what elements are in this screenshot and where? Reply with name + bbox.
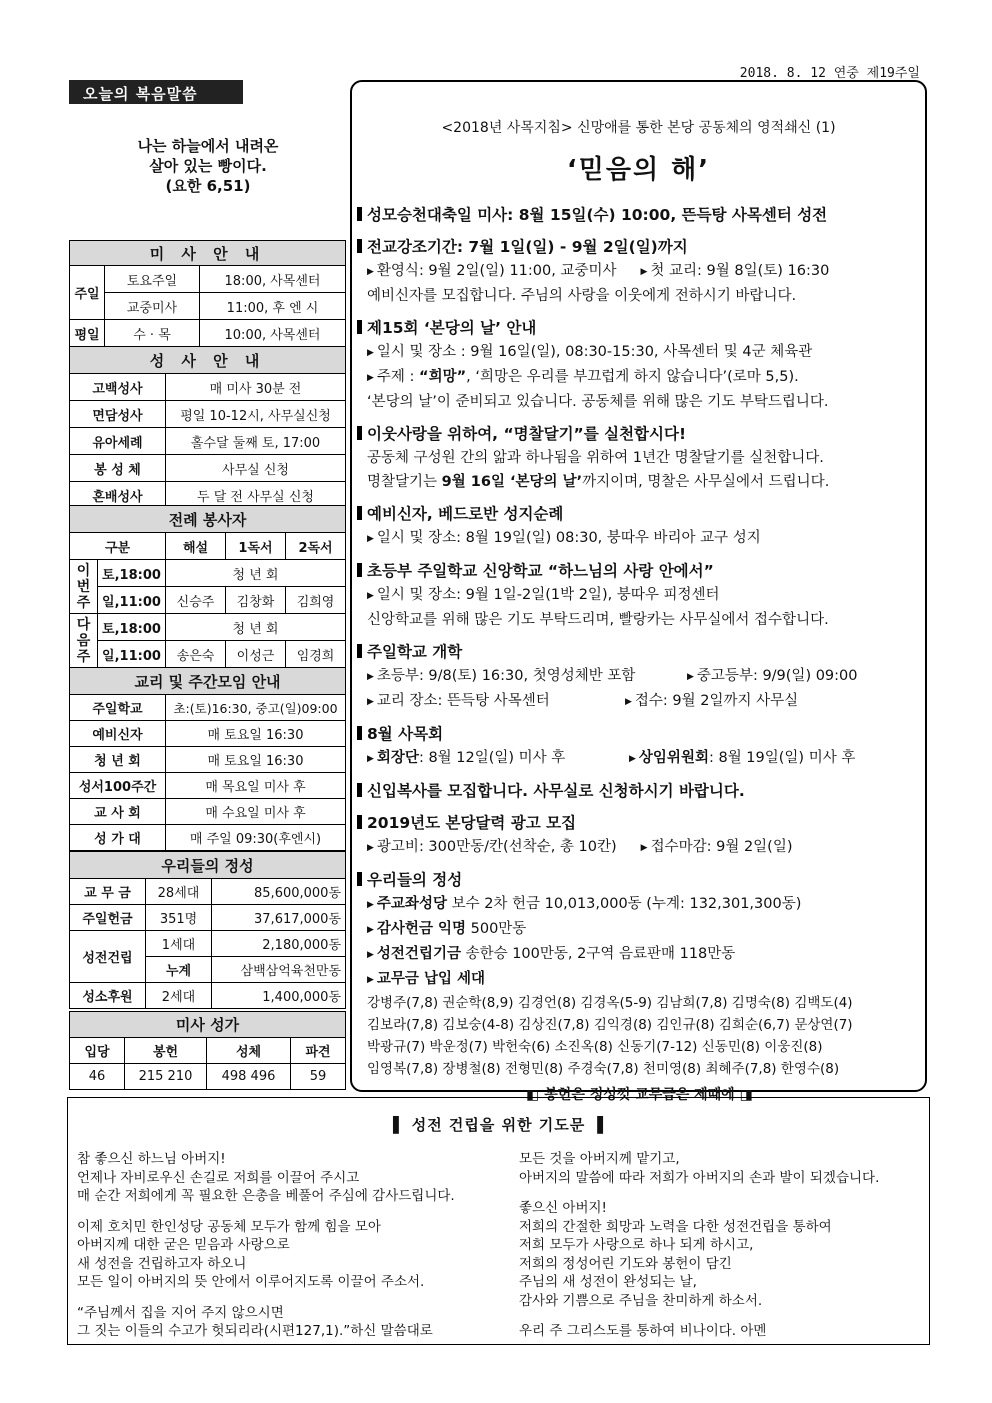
detail-text: 일시 및 장소 : 9월 16일(일), 08:30-15:30, 사목센터 및 4군 체육관 bbox=[376, 344, 813, 360]
detail-text: 교리 장소: 뜬득탕 사목센터 bbox=[376, 693, 550, 709]
mass-time: 10:00, 사목센터 bbox=[200, 320, 346, 347]
detail-text: ‘본당의 날’이 준비되고 있습니다. 공동체를 위해 많은 기도 부탁드립니다. bbox=[367, 394, 829, 410]
sacrament-name: 유아세례 bbox=[70, 428, 166, 455]
detail-text: 송한승 100만동, 2구역 음료판매 118만동 bbox=[460, 946, 736, 962]
emphasis-text: 9월 16일 ‘본당의 날’ bbox=[441, 474, 583, 490]
hymn-number: 59 bbox=[291, 1064, 346, 1090]
bullet-square-icon bbox=[357, 815, 362, 829]
bullet-square-icon bbox=[357, 563, 362, 577]
emphasis-text: 감사헌금 익명 bbox=[376, 921, 467, 937]
notice-items bbox=[357, 203, 922, 1106]
mass-name: 교중미사 bbox=[105, 293, 200, 320]
section-heading: 제15회 ‘본당의 날’ 안내 bbox=[367, 319, 537, 337]
triangle-bullet-icon: ▶ bbox=[367, 672, 374, 682]
hymn-header: 성체 bbox=[207, 1038, 291, 1064]
hymn-number: 498 496 bbox=[207, 1064, 291, 1090]
offering-count: 28세대 bbox=[146, 879, 212, 905]
meeting-value: 매 토요일 16:30 bbox=[166, 721, 346, 747]
hymns-title: 미사 성가 bbox=[70, 1012, 346, 1038]
server-name: 김창화 bbox=[226, 587, 286, 614]
detail-text: 일시 및 장소: 8월 19일(일) 08:30, 붕따우 바리아 교구 성지 bbox=[376, 530, 761, 546]
sacrament-name: 봉 성 체 bbox=[70, 455, 166, 482]
section-heading: 신입복사를 모집합니다. 사무실로 신청하시기 바랍니다. bbox=[367, 782, 745, 800]
detail-text: 일시 및 장소: 9월 1일-2일(1박 2일), 붕따우 피정센터 bbox=[376, 587, 720, 603]
bullet-square-icon bbox=[357, 207, 362, 221]
section-heading: 성모승천대축일 미사: 8월 15일(수) 10:00, 뜬득탕 사목센터 성전 bbox=[367, 206, 828, 224]
meeting-name: 성 가 대 bbox=[70, 825, 166, 851]
meeting-name: 교 사 회 bbox=[70, 799, 166, 825]
server-name: 김희영 bbox=[286, 587, 346, 614]
prayer-line: 모든 것을 아버지께 맡기고, bbox=[519, 1151, 680, 1167]
mass-guide-title: 미 사 안 내 bbox=[70, 241, 346, 266]
donor-names: 박광규(7) 박운정(7) 박헌숙(6) 소진옥(8) 신동기(7-12) 신동민(8) 이웅진(8) bbox=[367, 1039, 823, 1055]
detail-text: 신앙학교를 위해 많은 기도 부탁드리며, 빨랑카는 사무실에서 접수합니다. bbox=[367, 612, 829, 628]
hymn-number: 46 bbox=[70, 1064, 125, 1090]
section-heading: 2019년도 본당달력 광고 모집 bbox=[367, 814, 577, 832]
servers-time: 토,18:00 bbox=[98, 614, 166, 641]
detail-text: 500만동 bbox=[466, 921, 527, 937]
liturgy-servers-table bbox=[69, 505, 346, 668]
notice-sunday-school bbox=[357, 640, 922, 714]
notice-title: ‘믿음의 해’ bbox=[566, 155, 711, 185]
bullet-square-icon bbox=[357, 239, 362, 253]
meeting-value: 매 목요일 미사 후 bbox=[166, 773, 346, 799]
notice-pilgrimage bbox=[357, 502, 922, 551]
servers-time: 일,11:00 bbox=[98, 587, 166, 614]
pastoral-policy: <2018년 사목지침> 신망애를 통한 본당 공동체의 영적쇄신 (1) bbox=[441, 120, 836, 136]
detail-text: 명찰달기는 bbox=[367, 474, 442, 490]
triangle-bullet-icon: ▶ bbox=[367, 925, 374, 935]
prayer-line: 참 좋으신 하느님 아버지! bbox=[77, 1151, 226, 1167]
triangle-bullet-icon: ▶ bbox=[625, 697, 632, 707]
weekly-meetings-title: 교리 및 주간모임 안내 bbox=[70, 668, 346, 695]
prayer-right-column bbox=[519, 1150, 879, 1341]
gospel-reference: (요한 6,51) bbox=[165, 177, 251, 195]
offering-amount: 1,400,000동 bbox=[212, 983, 346, 1009]
bullet-square-icon bbox=[357, 644, 362, 658]
sacrament-value: 홀수달 둘째 토, 17:00 bbox=[166, 428, 346, 455]
detail-text: 공동체 구성원 간의 앎과 하나됨을 위하여 1년간 명찰달기를 실천합니다. bbox=[367, 450, 824, 466]
offering-count: 351명 bbox=[146, 905, 212, 931]
offering-motto: ◧ 봉헌은 정성껏 교무금은 제때에 ◨ bbox=[526, 1087, 753, 1103]
servers-time: 일,11:00 bbox=[98, 641, 166, 668]
emphasis-text: 주교좌성당 bbox=[376, 896, 447, 912]
server-name: 임경희 bbox=[286, 641, 346, 668]
notice-evangelization bbox=[357, 235, 922, 308]
detail-text: 까지이며, 명찰은 사무실에서 드립니다. bbox=[582, 474, 830, 490]
offering-amount: 37,617,000동 bbox=[212, 905, 346, 931]
notice-assumption bbox=[357, 203, 922, 227]
theme-text: “희망” bbox=[419, 369, 467, 385]
gospel-line: 살아 있는 빵이다. bbox=[149, 157, 267, 175]
bullet-square-icon bbox=[357, 320, 362, 334]
sacrament-value: 매 미사 30분 전 bbox=[166, 374, 346, 401]
bullet-square-icon bbox=[357, 426, 362, 440]
section-heading: 우리들의 정성 bbox=[367, 871, 463, 889]
sunday-label: 주일 bbox=[70, 266, 105, 320]
triangle-bullet-icon: ▶ bbox=[629, 754, 636, 764]
prayer-line: 새 성전을 건립하고자 하오니 bbox=[77, 1255, 247, 1272]
prayer-line: 저희의 정성어린 기도와 봉헌이 담긴 bbox=[519, 1255, 732, 1272]
offerings-table bbox=[69, 851, 346, 1009]
emphasis-text: 상임위원회 bbox=[638, 750, 709, 766]
prayer-box bbox=[67, 1097, 930, 1345]
prayer-line: 우리 주 그리스도를 통하여 비나이다. 아멘 bbox=[519, 1323, 767, 1339]
meeting-value: 매 수요일 미사 후 bbox=[166, 799, 346, 825]
offering-amount: 85,600,000동 bbox=[212, 879, 346, 905]
mass-time: 18:00, 사목센터 bbox=[200, 266, 346, 293]
detail-text: : 8월 12일(일) 미사 후 bbox=[418, 750, 566, 766]
mass-sacrament-table bbox=[69, 240, 346, 509]
triangle-bullet-icon: ▶ bbox=[367, 843, 374, 853]
prayer-title: ▌ 성전 건립을 위한 기도문 ▐ bbox=[392, 1116, 605, 1134]
notice-offerings bbox=[357, 868, 922, 1106]
weekday-label: 평일 bbox=[70, 320, 105, 347]
server-name: 이성근 bbox=[226, 641, 286, 668]
triangle-bullet-icon: ▶ bbox=[367, 534, 374, 544]
sacrament-value: 평일 10-12시, 사무실신청 bbox=[166, 401, 346, 428]
sacrament-guide-title: 성 사 안 내 bbox=[70, 347, 346, 374]
notice-faith-school bbox=[357, 559, 922, 632]
prayer-line: 모든 일이 아버지의 뜻 안에서 이루어지도록 이끌어 주소서. bbox=[77, 1274, 425, 1290]
triangle-bullet-icon: ▶ bbox=[367, 697, 374, 707]
sacrament-name: 고백성사 bbox=[70, 374, 166, 401]
hymn-number: 215 210 bbox=[125, 1064, 207, 1090]
donor-names: 김보라(7,8) 김보숭(4-8) 김상진(7,8) 김익경(8) 김인규(8) 김희순(6,7) 문상연(7) bbox=[367, 1017, 853, 1033]
prayer-line: 주님의 새 성전이 완성되는 날, bbox=[519, 1274, 697, 1290]
section-heading: 예비신자, 베드로반 성지순례 bbox=[367, 505, 564, 523]
offering-name: 성전건립 bbox=[70, 931, 146, 983]
emphasis-text: 회장단 bbox=[376, 750, 419, 766]
bullet-square-icon bbox=[357, 872, 362, 886]
detail-text: 중고등부: 9/9(일) 09:00 bbox=[696, 668, 858, 684]
offering-name: 교 무 금 bbox=[70, 879, 146, 905]
offerings-title: 우리들의 정성 bbox=[70, 852, 346, 879]
prayer-line: 아버지께 대한 굳은 믿음과 사랑으로 bbox=[77, 1237, 290, 1253]
hymns-table bbox=[69, 1011, 346, 1090]
prayer-line: 감사와 기쁨으로 주님을 찬미하게 하소서. bbox=[519, 1292, 763, 1309]
server-name: 신승주 bbox=[166, 587, 226, 614]
servers-header: 구분 bbox=[70, 533, 166, 560]
detail-text: 첫 교리: 9월 8일(토) 16:30 bbox=[650, 263, 830, 279]
notice-pastoral-council bbox=[357, 722, 922, 771]
prayer-line: 저희 모두가 사랑으로 하나 되게 하시고, bbox=[519, 1237, 754, 1253]
gospel-line: 나는 하늘에서 내려온 bbox=[137, 137, 279, 155]
detail-text: : 8월 19일(일) 미사 후 bbox=[708, 750, 856, 766]
servers-time: 토,18:00 bbox=[98, 560, 166, 587]
next-week-label: 다음주 bbox=[70, 614, 98, 668]
bulletin-date: 2018. 8. 12 연중 제19주일 bbox=[739, 66, 920, 81]
meeting-value: 초:(토)16:30, 중고(일)09:00 bbox=[166, 695, 346, 721]
section-heading: 전교강조기간: 7월 1일(일) - 9월 2일(일)까지 bbox=[367, 238, 688, 256]
detail-text: 예비신자를 모집합니다. 주님의 사랑을 이웃에게 전하시기 바랍니다. bbox=[367, 288, 797, 304]
notice-altar-servers bbox=[357, 779, 922, 803]
detail-text: , ‘희망은 우리를 부끄럽게 하지 않습니다’(로마 5,5). bbox=[466, 369, 799, 385]
offering-count: 2세대 bbox=[146, 983, 212, 1009]
meeting-name: 예비신자 bbox=[70, 721, 166, 747]
detail-text: 초등부: 9/8(토) 16:30, 첫영성체반 포함 bbox=[376, 668, 636, 684]
mass-time: 11:00, 후 엔 시 bbox=[200, 293, 346, 320]
offering-cumulative-label: 누계 bbox=[146, 957, 212, 983]
prayer-line: “주님께서 집을 지어 주지 않으시면 bbox=[77, 1304, 284, 1321]
servers-group: 청 년 회 bbox=[166, 560, 346, 587]
servers-header: 1독서 bbox=[226, 533, 286, 560]
triangle-bullet-icon: ▶ bbox=[367, 591, 374, 601]
prayer-line: 그 짓는 이들의 수고가 헛되리라(시편127,1).”하신 말씀대로 bbox=[77, 1323, 433, 1339]
offering-name: 주일헌금 bbox=[70, 905, 146, 931]
mass-name: 수 · 목 bbox=[105, 320, 200, 347]
notice-parish-day bbox=[357, 316, 922, 414]
offering-cumulative-amount: 삼백삼억육천만동 bbox=[212, 957, 346, 983]
sacrament-name: 면담성사 bbox=[70, 401, 166, 428]
sacrament-value: 두 달 전 사무실 신청 bbox=[166, 482, 346, 509]
section-heading: 초등부 주일학교 신앙학교 “하느님의 사랑 안에서” bbox=[367, 562, 714, 580]
hymn-header: 입당 bbox=[70, 1038, 125, 1064]
gospel-tag: 오늘의 복음말씀 bbox=[69, 80, 243, 104]
offering-count: 1세대 bbox=[146, 931, 212, 957]
donor-names: 임영복(7,8) 장병철(8) 전형민(8) 주경숙(7,8) 천미영(8) 최혜주(7,8) 한영수(8) bbox=[367, 1061, 840, 1077]
triangle-bullet-icon: ▶ bbox=[687, 672, 694, 682]
triangle-bullet-icon: ▶ bbox=[640, 267, 648, 277]
servers-header: 해설 bbox=[166, 533, 226, 560]
prayer-line: 좋으신 아버지! bbox=[519, 1200, 607, 1216]
hymn-header: 봉헌 bbox=[125, 1038, 207, 1064]
notice-calendar-ads bbox=[357, 811, 922, 860]
emphasis-text: 교무금 납입 세대 bbox=[376, 971, 486, 987]
detail-text: 광고비: 300만동/칸(선착순, 총 10칸) bbox=[376, 839, 617, 855]
server-name: 송은숙 bbox=[166, 641, 226, 668]
servers-group: 청 년 회 bbox=[166, 614, 346, 641]
section-heading: 이웃사랑을 위하여, “명찰달기”를 실천합시다! bbox=[367, 425, 687, 443]
prayer-line: 아버지의 말씀에 따라 저희가 아버지의 손과 발이 되겠습니다. bbox=[519, 1169, 880, 1186]
triangle-bullet-icon: ▶ bbox=[367, 950, 374, 960]
detail-text: 접수마감: 9월 2일(일) bbox=[650, 839, 793, 855]
emphasis-text: 성전건립기금 bbox=[376, 946, 461, 962]
this-week-label: 이번주 bbox=[70, 560, 98, 614]
triangle-bullet-icon: ▶ bbox=[367, 754, 374, 764]
offering-name: 성소후원 bbox=[70, 983, 146, 1009]
meeting-name: 청 년 회 bbox=[70, 747, 166, 773]
meeting-name: 주일학교 bbox=[70, 695, 166, 721]
mass-name: 토요주일 bbox=[105, 266, 200, 293]
prayer-line: 이제 호치민 한인성당 공동체 모두가 함께 힘을 모아 bbox=[77, 1218, 381, 1235]
prayer-line: 저희의 간절한 희망과 노력을 다한 성전건립을 통하여 bbox=[519, 1218, 832, 1235]
bullet-square-icon bbox=[357, 726, 362, 740]
meeting-value: 매 주일 09:30(후엔시) bbox=[166, 825, 346, 851]
sacrament-value: 사무실 신청 bbox=[166, 455, 346, 482]
bullet-square-icon bbox=[357, 783, 362, 797]
triangle-bullet-icon: ▶ bbox=[367, 373, 374, 383]
triangle-bullet-icon: ▶ bbox=[367, 975, 374, 985]
section-heading: 주일학교 개학 bbox=[367, 643, 463, 661]
detail-text: 환영식: 9월 2일(일) 11:00, 교중미사 bbox=[376, 263, 617, 279]
sacrament-name: 혼배성사 bbox=[70, 482, 166, 509]
notice-name-tag bbox=[357, 422, 922, 494]
bullet-square-icon bbox=[357, 506, 362, 520]
prayer-line: 언제나 자비로우신 손길로 저희를 이끌어 주시고 bbox=[77, 1169, 360, 1186]
meeting-value: 매 토요일 16:30 bbox=[166, 747, 346, 773]
meeting-name: 성서100주간 bbox=[70, 773, 166, 799]
prayer-line: 매 순간 저희에게 꼭 필요한 은총을 베풀어 주심에 감사드립니다. bbox=[77, 1188, 455, 1204]
triangle-bullet-icon: ▶ bbox=[367, 900, 374, 910]
section-heading: 8월 사목회 bbox=[367, 725, 444, 743]
liturgy-servers-title: 전례 봉사자 bbox=[70, 506, 346, 533]
triangle-bullet-icon: ▶ bbox=[640, 843, 648, 853]
offering-amount: 2,180,000동 bbox=[212, 931, 346, 957]
servers-header: 2독서 bbox=[286, 533, 346, 560]
gospel-verse bbox=[69, 136, 347, 196]
donor-names: 강병주(7,8) 권순학(8,9) 김경언(8) 김경옥(5-9) 김남희(7,8) 김명숙(8) 김백도(4) bbox=[367, 995, 853, 1011]
triangle-bullet-icon: ▶ bbox=[367, 348, 374, 358]
notice-panel bbox=[350, 80, 927, 1103]
hymn-header: 파견 bbox=[291, 1038, 346, 1064]
detail-text: 보수 2차 헌금 10,013,000동 (누계: 132,301,300동) bbox=[446, 896, 802, 912]
triangle-bullet-icon: ▶ bbox=[367, 267, 374, 277]
detail-text: 주제 : bbox=[376, 369, 420, 385]
detail-text: 접수: 9월 2일까지 사무실 bbox=[634, 693, 799, 709]
weekly-meetings-table bbox=[69, 667, 346, 851]
prayer-left-column bbox=[77, 1150, 455, 1341]
